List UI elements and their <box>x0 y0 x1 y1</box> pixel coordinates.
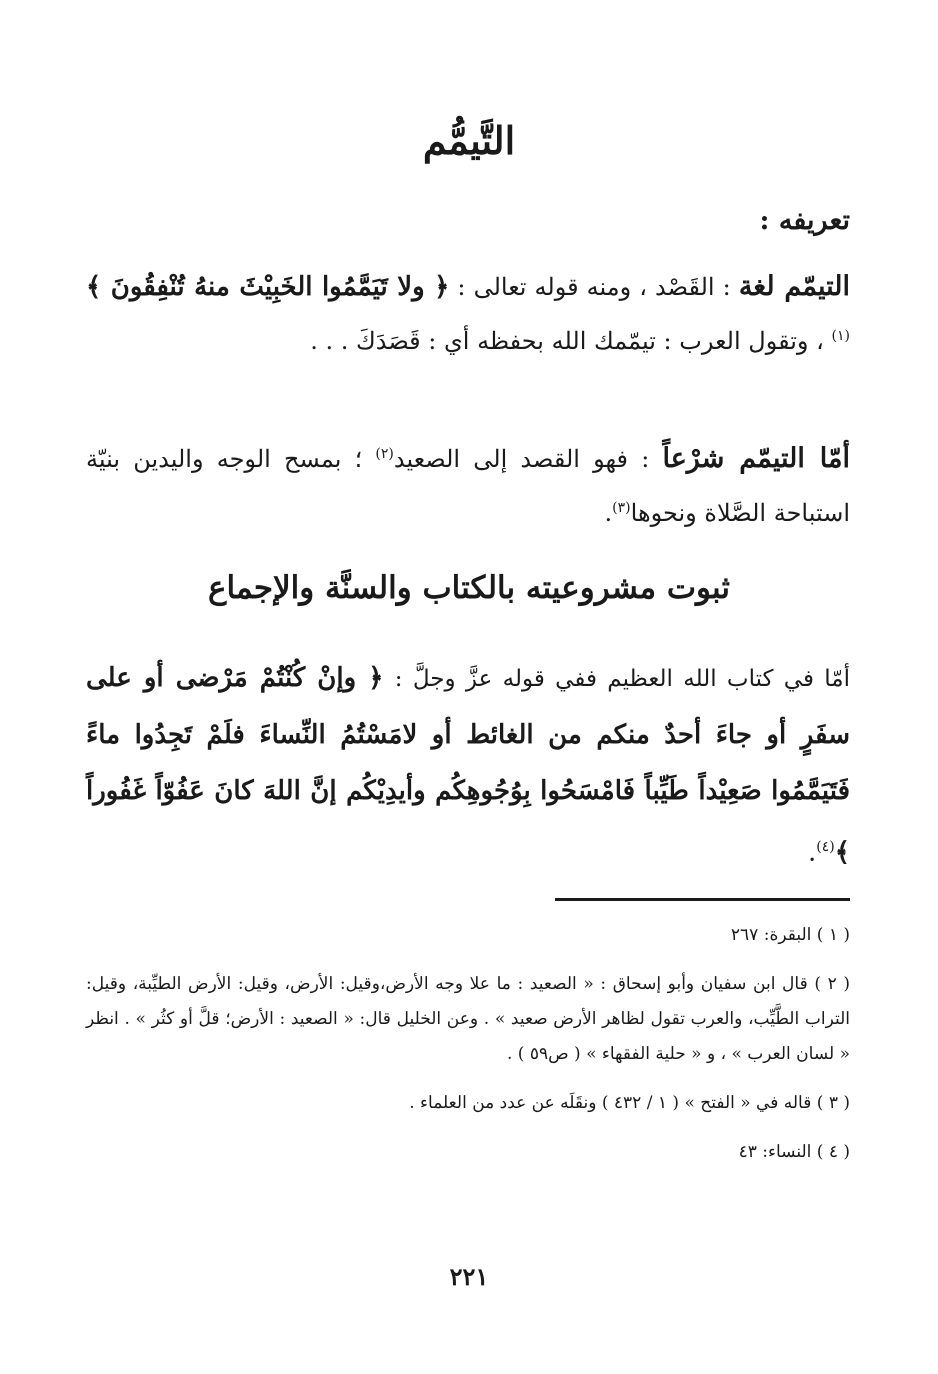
linguistic-definition <box>86 262 850 366</box>
linguistic-text-2: ، وتقول العرب : تيمّمك الله بحفظه أي : قَصَدَكَ . . . <box>310 327 824 355</box>
footnote-ref-3: (٣) <box>612 500 631 516</box>
footnote-ref-2: (٢) <box>375 446 394 462</box>
linguistic-verse: ﴿ ولا تَيَمَّمُوا الخَبِيْثَ منهُ تُنْفِقُونَ ﴾ <box>86 272 450 302</box>
page-number: ٢٢١ <box>449 1262 489 1291</box>
footnote-divider <box>555 898 850 901</box>
footnote-2: ( ٢ ) قال ابن سفيان وأبو إسحاق : « الصعيد : ما علا وجه الأرض،وقيل: الأرض، وقيل: الأرض الطيِّبة، وقيل: التراب الطَّيِّب، والعرب تقول لظاهر الأرض صعيد » . وعن الخليل قال: « الصعيد : الأرض؛ قلَّ أو كثُر » . انظر « لسان العرب » ، و « حلية الفقهاء » ( ص٥٩ ) . <box>86 974 850 1064</box>
sharia-paragraph <box>86 430 850 538</box>
footnote-3: ( ٣ ) قاله في « الفتح » ( ١ / ٤٣٢ ) ونقَلَه عن عدد من العلماء . <box>409 1093 850 1113</box>
linguistic-paragraph <box>86 262 850 366</box>
linguistic-text-1: : القَصْد ، ومنه قوله تعالى : <box>457 273 731 301</box>
definition-heading: تعريفه : <box>759 205 850 236</box>
sharia-end: . <box>604 499 613 527</box>
section-heading: ثبوت مشروعيته بالكتاب والسنَّة والإجماع <box>207 570 731 606</box>
chapter-title: التَّيمُّم <box>422 118 516 163</box>
evidence-paragraph <box>86 650 850 881</box>
evidence-verse: ﴿ وإنْ كُنْتُمْ مَرْضى أو على سفَرٍ أو جاءَ أحدٌ منكم من الغائط أو لامَسْتُمُ النِّساءَ فلَمْ تَجِدُوا ماءً فَتَيَمَّمُوا صَعِيْداً طَيِّباً فَامْسَحُوا بِوُجُوهِكُم وأيدِيْكُم إنَّ اللهَ كانَ عَفُوّاً غَفُوراً ﴾ <box>86 663 850 868</box>
sharia-definition <box>86 430 850 538</box>
sharia-text-1: : فهو القصد إلى الصعيد <box>393 445 650 473</box>
sharia-text-2: ؛ بمسح الوجه واليدين بنيّة استباحة الصَّلاة ونحوها <box>86 445 850 527</box>
footnote-ref-4: (٤) <box>816 839 835 855</box>
sharia-term: أمّا التيمّم شرْعاً <box>662 443 850 474</box>
footnote-4: ( ٤ ) النساء: ٤٣ <box>738 1142 850 1162</box>
definition-section <box>86 205 850 236</box>
footnote-1: ( ١ ) البقرة: ٢٦٧ <box>730 925 850 945</box>
linguistic-term: التيمّم لغة <box>738 271 850 302</box>
evidence-end: . <box>808 837 817 868</box>
evidence-lead: أمّا في كتاب الله العظيم ففي قوله عزَّ وجلَّ : <box>394 666 851 692</box>
footnotes-section <box>86 918 850 1184</box>
footnote-ref-1: (١) <box>831 328 850 344</box>
